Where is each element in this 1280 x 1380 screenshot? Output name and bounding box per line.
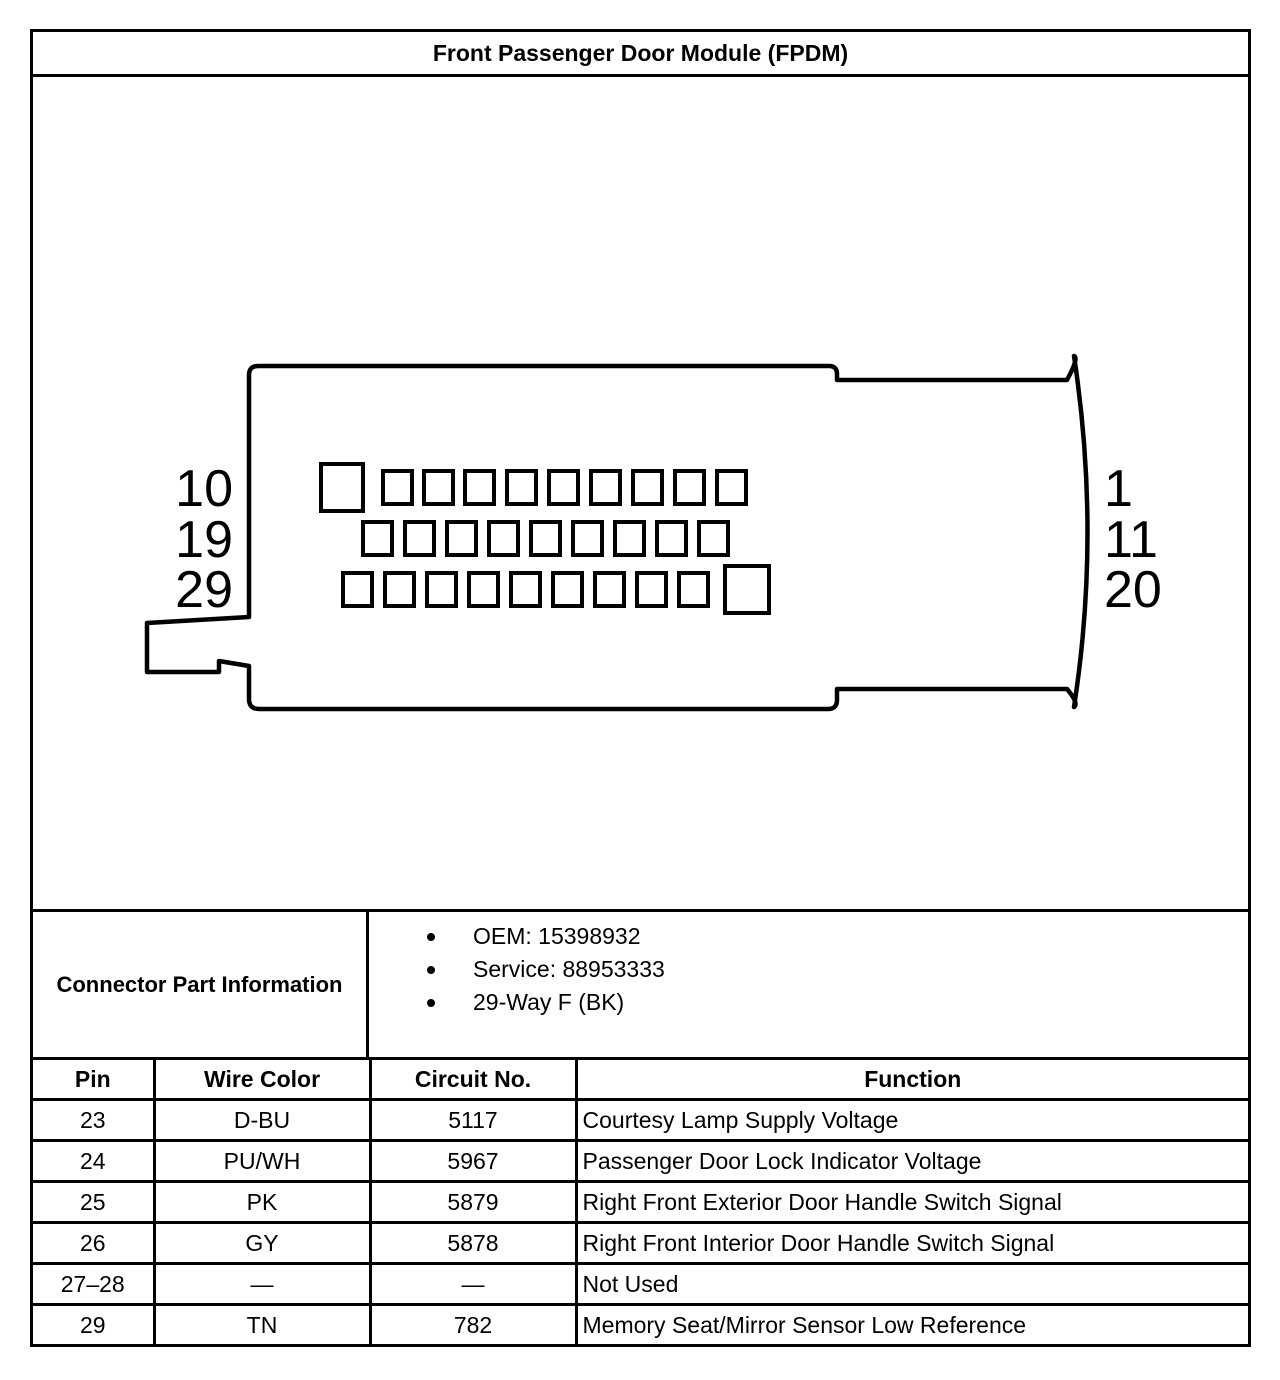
cavity	[427, 573, 456, 606]
cavity	[469, 573, 498, 606]
table-row	[33, 1223, 1248, 1264]
circuit-cell: —	[370, 1264, 576, 1305]
pin-cell: 23	[33, 1100, 154, 1141]
wire-color-cell: PU/WH	[154, 1141, 370, 1182]
circuit-cell: 782	[370, 1305, 576, 1345]
connector-document	[30, 29, 1251, 1347]
table-row	[33, 1182, 1248, 1223]
pin-cell: 29	[33, 1305, 154, 1345]
circuit-cell: 5117	[370, 1100, 576, 1141]
left-pin-label-row-2: 19	[175, 511, 233, 569]
right-pin-label-row-2: 11	[1104, 511, 1158, 569]
cavity	[717, 471, 746, 504]
cavity	[531, 522, 560, 555]
wire-color-cell: PK	[154, 1182, 370, 1223]
cavity	[405, 522, 434, 555]
table-row	[33, 1264, 1248, 1305]
cavity-row-1	[321, 464, 746, 511]
cavity	[447, 522, 476, 555]
connector-part-information	[33, 909, 1248, 1060]
left-pin-label-row-3: 29	[175, 561, 233, 619]
wire-color-cell: —	[154, 1264, 370, 1305]
info-connector-type: 29-Way F (BK)	[369, 986, 665, 1019]
cavity-large	[321, 464, 363, 511]
circuit-cell: 5878	[370, 1223, 576, 1264]
cavity	[383, 471, 412, 504]
pin-cell: 27–28	[33, 1264, 154, 1305]
cavity	[633, 471, 662, 504]
cavity	[553, 573, 582, 606]
table-row	[33, 1141, 1248, 1182]
function-cell: Not Used	[576, 1264, 1248, 1305]
cavity	[573, 522, 602, 555]
info-service-part: Service: 88953333	[369, 953, 665, 986]
cavity	[595, 573, 624, 606]
connector-diagram	[33, 77, 1248, 909]
cavity-large	[725, 566, 769, 613]
connector-info-list	[369, 920, 665, 1019]
wire-color-cell: TN	[154, 1305, 370, 1345]
right-pin-label-row-3: 20	[1104, 561, 1162, 619]
function-cell: Right Front Exterior Door Handle Switch Signal	[576, 1182, 1248, 1223]
cavity	[363, 522, 392, 555]
connector-info-label: Connector Part Information	[33, 912, 369, 1057]
cavity	[343, 573, 372, 606]
pin-table-header	[33, 1060, 1248, 1100]
pin-table	[33, 1060, 1248, 1344]
table-row	[33, 1305, 1248, 1345]
cavity-row-2	[363, 522, 728, 555]
cavity	[465, 471, 494, 504]
header-wire-color: Wire Color	[154, 1060, 370, 1100]
cavity	[637, 573, 666, 606]
cavity	[679, 573, 708, 606]
connector-face-svg	[3, 3, 1280, 909]
cavity-row-3	[343, 566, 769, 613]
cavity	[424, 471, 453, 504]
function-cell: Courtesy Lamp Supply Voltage	[576, 1100, 1248, 1141]
document-title: Front Passenger Door Module (FPDM)	[33, 32, 1248, 77]
cavity	[385, 573, 414, 606]
header-circuit: Circuit No.	[370, 1060, 576, 1100]
connector-housing-outline	[147, 356, 1088, 709]
function-cell: Right Front Interior Door Handle Switch Signal	[576, 1223, 1248, 1264]
cavity	[699, 522, 728, 555]
pin-cell: 25	[33, 1182, 154, 1223]
pin-cell: 24	[33, 1141, 154, 1182]
circuit-cell: 5879	[370, 1182, 576, 1223]
cavity	[511, 573, 540, 606]
cavity	[675, 471, 704, 504]
wire-color-cell: D-BU	[154, 1100, 370, 1141]
cavity	[489, 522, 518, 555]
left-pin-label-row-1: 10	[175, 460, 233, 518]
function-cell: Memory Seat/Mirror Sensor Low Reference	[576, 1305, 1248, 1345]
function-cell: Passenger Door Lock Indicator Voltage	[576, 1141, 1248, 1182]
cavity	[591, 471, 620, 504]
pin-cell: 26	[33, 1223, 154, 1264]
cavity	[549, 471, 578, 504]
table-row	[33, 1100, 1248, 1141]
header-pin: Pin	[33, 1060, 154, 1100]
wire-color-cell: GY	[154, 1223, 370, 1264]
cavity	[615, 522, 644, 555]
info-oem-part: OEM: 15398932	[369, 920, 665, 953]
circuit-cell: 5967	[370, 1141, 576, 1182]
cavity	[657, 522, 686, 555]
right-pin-label-row-1: 1	[1104, 460, 1133, 518]
cavity	[507, 471, 536, 504]
header-function: Function	[576, 1060, 1248, 1100]
